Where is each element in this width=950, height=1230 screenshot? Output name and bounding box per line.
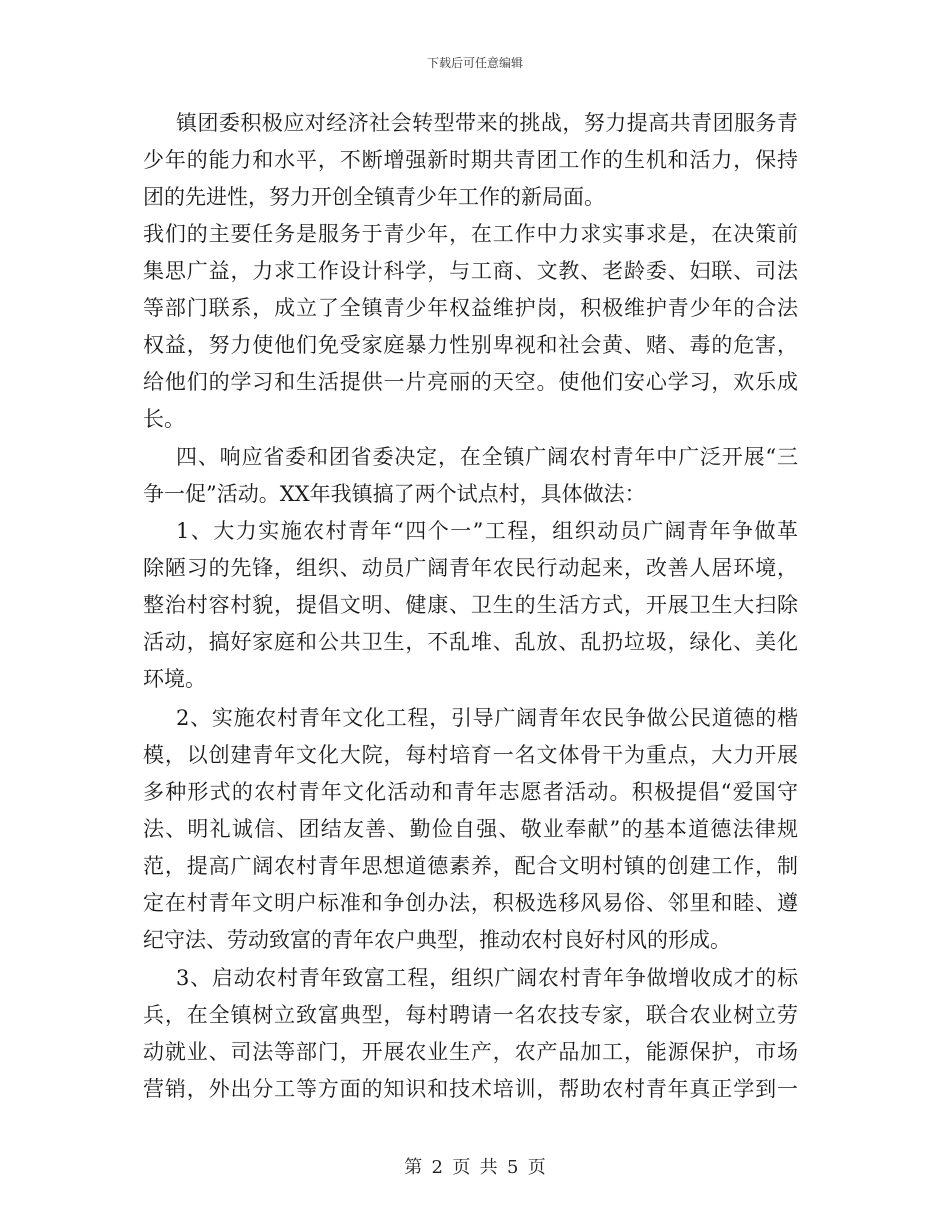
text-line: 兵，在全镇树立致富典型，每村聘请一名农技专家，联合农业树立劳 [143,1003,798,1027]
text-line: 等部门联系，成立了全镇青少年权益维护岗，积极维护青少年的合法 [143,296,798,320]
text-line: 模，以创建青年文化大院，每村培育一名文体骨干为重点，大力开展 [143,743,798,767]
text-line: 定在村青年文明户标准和争创办法，积极选移风易俗、邻里和睦、遵 [143,891,798,915]
text-line: 除陋习的先锋，组织、动员广阔青年农民行动起来，改善人居环境， [143,556,798,580]
text-line: 2、实施农村青年文化工程，引导广阔青年农民争做公民道德的楷 [176,706,798,730]
text-line: 少年的能力和水平，不断增强新时期共青团工作的生机和活力，保持 [143,148,798,172]
text-line: 多种形式的农村青年文化活动和青年志愿者活动。积极提倡“爱国守 [143,780,798,804]
text-line: 环境。 [143,667,206,691]
text-line: 营销，外出分工等方面的知识和技术培训，帮助农村青年真正学到一 [143,1077,798,1101]
text-line: 法、明礼诚信、团结友善、勤俭自强、敬业奉献”的基本道德法律规 [143,817,798,841]
text-line: 动就业、司法等部门，开展农业生产，农产品加工，能源保护，市场 [143,1040,798,1064]
text-line: 长。 [143,407,185,431]
text-line: 给他们的学习和生活提供一片亮丽的天空。使他们安心学习，欢乐成 [143,370,798,394]
page-number: 第 2 页 共 5 页 [404,1157,546,1178]
text-line: 权益，努力使他们免受家庭暴力性别卑视和社会黄、赌、毒的危害， [143,333,798,357]
text-line: 活动，搞好家庭和公共卫生，不乱堆、乱放、乱扔垃圾，绿化、美化 [143,630,798,654]
page-header: 下载后可任意编辑 [426,56,523,70]
text-line: 3、启动农村青年致富工程，组织广阔农村青年争做增收成才的标 [176,966,798,990]
text-line: 集思广益，力求工作设计科学，与工商、文教、老龄委、妇联、司法 [143,259,798,283]
text-line: 团的先进性，努力开创全镇青少年工作的新局面。 [143,185,605,209]
text-line: 整治村容村貌，提倡文明、健康、卫生的生活方式，开展卫生大扫除 [143,593,798,617]
text-line: 我们的主要任务是服务于青少年，在工作中力求实事求是，在决策前 [143,222,798,246]
text-line: 镇团委积极应对经济社会转型带来的挑战，努力提高共青团服务青 [176,111,798,135]
text-line: 争一促”活动。XX年我镇搞了两个试点村，具体做法： [143,482,646,506]
text-line: 纪守法、劳动致富的青年农户典型，推动农村良好村风的形成。 [143,928,731,952]
text-line: 1、大力实施农村青年“四个一”工程，组织动员广阔青年争做革 [176,519,798,543]
text-line: 四、响应省委和团省委决定，在全镇广阔农村青年中广泛开展“三 [176,445,798,469]
text-line: 范，提高广阔农村青年思想道德素养，配合文明村镇的创建工作，制 [143,854,798,878]
